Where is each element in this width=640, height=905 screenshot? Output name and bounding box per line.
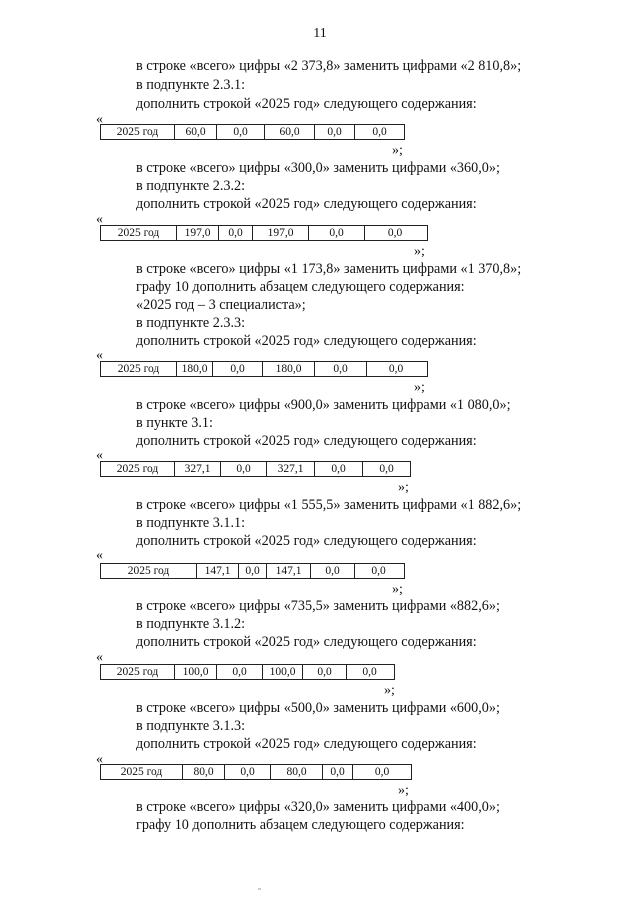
paragraph-line: дополнить строкой «2025 год» следующего содержания: (136, 433, 477, 449)
table-cell-year: 2025 год (101, 564, 197, 578)
inserted-table-row (100, 124, 405, 140)
open-quote: « (96, 650, 103, 665)
paragraph-line: дополнить строкой «2025 год» следующего содержания: (136, 96, 477, 112)
paragraph-line: в строке «всего» цифры «900,0» заменить цифрами «1 080,0»; (136, 397, 511, 413)
paragraph-line: дополнить строкой «2025 год» следующего содержания: (136, 333, 477, 349)
paragraph-line: в строке «всего» цифры «300,0» заменить цифрами «360,0»; (136, 160, 500, 176)
table-cell: 147,1 (197, 564, 239, 578)
paragraph-line: в строке «всего» цифры «500,0» заменить цифрами «600,0»; (136, 700, 500, 716)
table-cell: 197,0 (177, 226, 219, 240)
table-cell-year: 2025 год (101, 665, 175, 679)
paragraph-line: в подпункте 3.1.2: (136, 616, 246, 632)
table-cell: 327,1 (175, 462, 221, 476)
open-quote: « (96, 212, 103, 227)
paragraph-line: в строке «всего» цифры «2 373,8» заменить цифрами «2 810,8»; (136, 58, 522, 74)
inserted-table-row (100, 664, 395, 680)
table-cell: 180,0 (263, 362, 315, 376)
table-cell: 0,0 (309, 226, 365, 240)
table-cell: 180,0 (177, 362, 213, 376)
paragraph-line: дополнить строкой «2025 год» следующего содержания: (136, 196, 477, 212)
open-quote: « (96, 548, 103, 563)
table-cell-year: 2025 год (101, 462, 175, 476)
table-cell-year: 2025 год (101, 226, 177, 240)
table-cell: 0,0 (217, 665, 263, 679)
paragraph-line: в подпункте 3.1.3: (136, 718, 246, 734)
close-quote: »; (392, 143, 403, 158)
inserted-table-row (100, 361, 428, 377)
paragraph-line: в подпункте 2.3.2: (136, 178, 246, 194)
table-cell: 80,0 (183, 765, 225, 779)
table-cell: 147,1 (267, 564, 311, 578)
table-cell: 60,0 (175, 125, 217, 139)
table-cell: 0,0 (323, 765, 353, 779)
table-cell: 0,0 (374, 766, 390, 778)
paragraph-line: в строке «всего» цифры «1 173,8» заменить цифрами «1 370,8»; (136, 261, 522, 277)
table-cell-year: 2025 год (101, 125, 175, 139)
inserted-table-row (100, 225, 428, 241)
paragraph-line: в подпункте 3.1.1: (136, 515, 246, 531)
table-cell: 0,0 (239, 564, 267, 578)
table-cell: 0,0 (388, 363, 404, 375)
table-cell: 0,0 (372, 126, 387, 138)
close-quote: »; (384, 683, 395, 698)
table-cell: 0,0 (379, 463, 394, 475)
table-cell: 0,0 (217, 125, 265, 139)
paragraph-line: в подпункте 2.3.1: (136, 77, 246, 93)
paragraph-line: графу 10 дополнить абзацем следующего содержания: (136, 817, 465, 833)
scan-artifact (258, 888, 261, 890)
close-quote: »; (414, 244, 425, 259)
table-cell: 0,0 (225, 765, 271, 779)
table-cell: 0,0 (219, 226, 253, 240)
table-cell-year: 2025 год (101, 362, 177, 376)
table-cell: 0,0 (303, 665, 347, 679)
close-quote: »; (398, 783, 409, 798)
close-quote: »; (392, 582, 403, 597)
table-cell: 0,0 (221, 462, 267, 476)
table-cell-year: 2025 год (101, 765, 183, 779)
table-cell: 0,0 (311, 564, 355, 578)
table-cell: 0,0 (315, 462, 363, 476)
table-cell: 0,0 (213, 362, 263, 376)
table-cell: 0,0 (362, 666, 377, 678)
paragraph-line: графу 10 дополнить абзацем следующего содержания: (136, 279, 465, 295)
paragraph-line: «2025 год – 3 специалиста»; (136, 297, 306, 313)
paragraph-line: в пункте 3.1: (136, 415, 213, 431)
inserted-table-row (100, 764, 412, 780)
open-quote: « (96, 348, 103, 363)
table-cell: 327,1 (267, 462, 315, 476)
inserted-table-row (100, 563, 405, 579)
inserted-table-row (100, 461, 411, 477)
table-cell: 80,0 (271, 765, 323, 779)
table-cell: 100,0 (263, 665, 303, 679)
paragraph-line: в строке «всего» цифры «1 555,5» заменить цифрами «1 882,6»; (136, 497, 522, 513)
paragraph-line: дополнить строкой «2025 год» следующего содержания: (136, 736, 477, 752)
table-cell: 0,0 (315, 125, 355, 139)
table-cell: 197,0 (253, 226, 309, 240)
open-quote: « (96, 752, 103, 767)
open-quote: « (96, 448, 103, 463)
paragraph-line: в строке «всего» цифры «320,0» заменить цифрами «400,0»; (136, 799, 500, 815)
paragraph-line: дополнить строкой «2025 год» следующего содержания: (136, 533, 477, 549)
paragraph-line: дополнить строкой «2025 год» следующего содержания: (136, 634, 477, 650)
open-quote: « (96, 112, 103, 127)
table-cell: 0,0 (315, 362, 367, 376)
table-cell: 0,0 (371, 565, 386, 577)
table-cell: 100,0 (175, 665, 217, 679)
paragraph-line: в строке «всего» цифры «735,5» заменить цифрами «882,6»; (136, 598, 500, 614)
table-cell: 60,0 (265, 125, 315, 139)
close-quote: »; (398, 480, 409, 495)
table-cell: 0,0 (387, 227, 403, 239)
paragraph-line: в подпункте 2.3.3: (136, 315, 246, 331)
close-quote: »; (414, 380, 425, 395)
page-number: 11 (313, 26, 327, 41)
